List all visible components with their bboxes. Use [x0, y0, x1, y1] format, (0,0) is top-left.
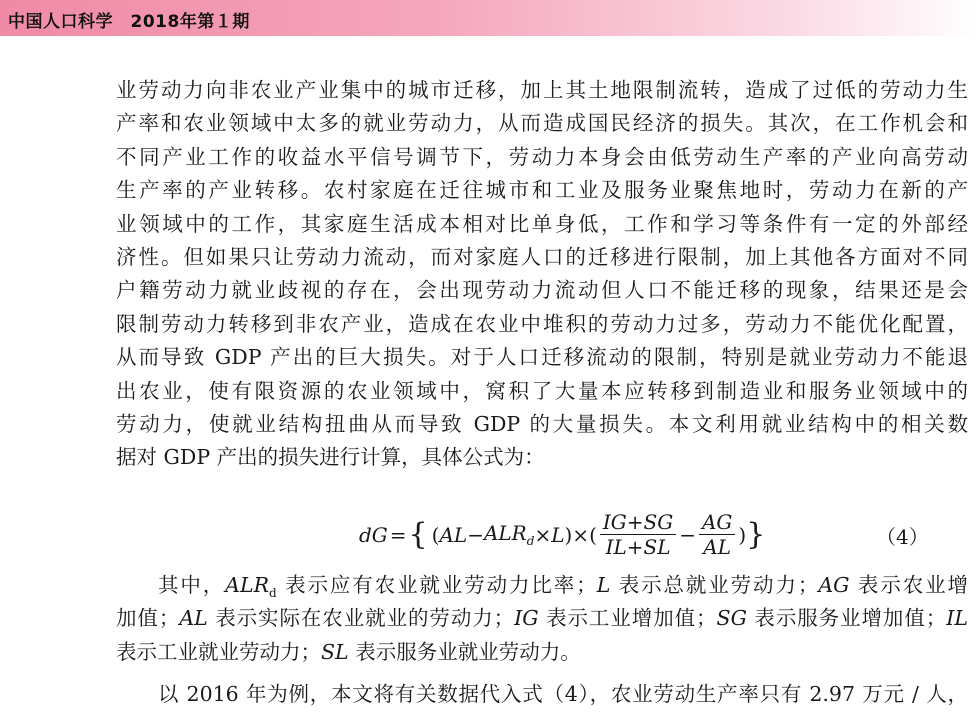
text-line: 业劳动力向非农业产业集中的城市迁移，加上其土地限制流转，造成了过低的劳动力生 [116, 78, 968, 102]
variable-symbol: AG [818, 573, 850, 597]
formula-term-alr [484, 521, 534, 548]
text-line: 出农业，使有限资源的农业领域中，窝积了大量本应转移到制造业和服务业领域中的 [116, 378, 968, 403]
text-line: 从而导致 GDP 产出的巨大损失。对于人口迁移流动的限制，特别是就业劳动力不能退 [116, 345, 968, 370]
fraction-industry-service [600, 511, 676, 558]
definition-text: 表示工业增加值； [538, 606, 717, 631]
formula-paren: ) [738, 522, 747, 547]
variable-subscript: d [269, 586, 277, 601]
journal-header-band [0, 0, 979, 36]
paragraph-2 [116, 678, 968, 711]
variable-symbol: IL [946, 606, 968, 631]
definition-line [116, 569, 968, 602]
alr-symbol: ALR [483, 521, 527, 545]
variable-definitions [116, 569, 968, 669]
text-line: 不同产业工作的收益水平信号调节下，劳动力本身会由低劳动生产率的产业向高劳动 [116, 144, 968, 169]
formula-minus: − [467, 522, 484, 547]
text-line: 户籍劳动力就业歧视的存在，会出现劳动力流动但人口不能迁移的现象，结果还是会 [116, 278, 968, 303]
definition-text: 表示实际在农业就业的劳动力； [207, 606, 515, 631]
definition-line [116, 602, 968, 635]
formula-expression [359, 511, 765, 558]
variable-symbol: AL [179, 606, 208, 631]
definition-text: 表示工业就业劳动力； [116, 639, 321, 664]
formula-term-al: AL [439, 522, 468, 547]
alr-subscript: d [526, 534, 535, 548]
definition-text: 表示服务业就业劳动力。 [348, 639, 581, 664]
formula-paren: ( [589, 522, 597, 547]
formula-left-brace: { [408, 517, 428, 552]
text-line: 产率和农业领域中太多的就业劳动力，从而造成国民经济的损失。其次，在工作机会和 [116, 111, 968, 136]
definition-text: 表示应有农业就业劳动力比率； [276, 573, 597, 597]
definition-text: 表示农业增 [849, 573, 968, 597]
definition-text: 加值； [116, 606, 180, 631]
formula-times: × [572, 522, 590, 547]
fraction-agriculture [699, 511, 735, 558]
text-line: 据对 GDP 产出的损失进行计算，具体公式为： [116, 445, 545, 470]
fraction-numerator: AG [699, 511, 735, 535]
fraction-numerator: IG+SG [600, 511, 676, 535]
variable-symbol: SL [321, 639, 349, 664]
paragraph-1 [116, 74, 968, 475]
equation-4 [116, 503, 968, 567]
fraction-denominator: AL [703, 535, 732, 559]
definition-text: 其中， [158, 573, 226, 597]
text-line: 济性。但如果只让劳动力流动，而对家庭人口的迁移进行限制，加上其他各方面对不同 [116, 244, 968, 269]
formula-minus: − [679, 522, 696, 547]
text-line: 限制劳动力转移到非农产业，造成在农业中堆积的劳动力过多，劳动力不能优化配置， [116, 311, 968, 336]
definition-text: 表示总就业劳动力； [610, 573, 819, 597]
variable-symbol: ALR [225, 573, 270, 597]
formula-term-l: L [551, 522, 565, 547]
fraction-denominator: IL+SL [605, 535, 671, 559]
variable-symbol: IG [514, 606, 539, 631]
text-line: 生产率的产业转移。农村家庭在迁往城市和工业及服务业聚焦地时，劳动力在新的产 [116, 178, 968, 203]
formula-paren: ) [564, 522, 573, 547]
formula-right-brace: } [746, 517, 766, 552]
definition-text: 表示服务业增加值； [746, 606, 947, 631]
formula-times: × [534, 522, 552, 547]
journal-title: 中国人口科学 2018年第１期 [8, 12, 250, 32]
formula-lhs: dG [359, 522, 388, 547]
equation-number: （4） [876, 525, 929, 549]
text-line: 劳动力，使就业结构扭曲从而导致 GDP 的大量损失。本文利用就业结构中的相关数 [116, 411, 968, 436]
variable-symbol: L [596, 573, 611, 597]
formula-equals: = [389, 522, 407, 547]
definition-line [116, 636, 968, 669]
text-line: 以 2016 年为例，本文将有关数据代入式（4），农业劳动生产率只有 2.97 万元 / 人， [158, 682, 968, 706]
formula-paren: ( [431, 522, 440, 547]
text-line: 业领域中的工作，其家庭生活成本相对比单身低，工作和学习等条件有一定的外部经 [116, 211, 968, 236]
variable-symbol: SG [716, 606, 747, 631]
